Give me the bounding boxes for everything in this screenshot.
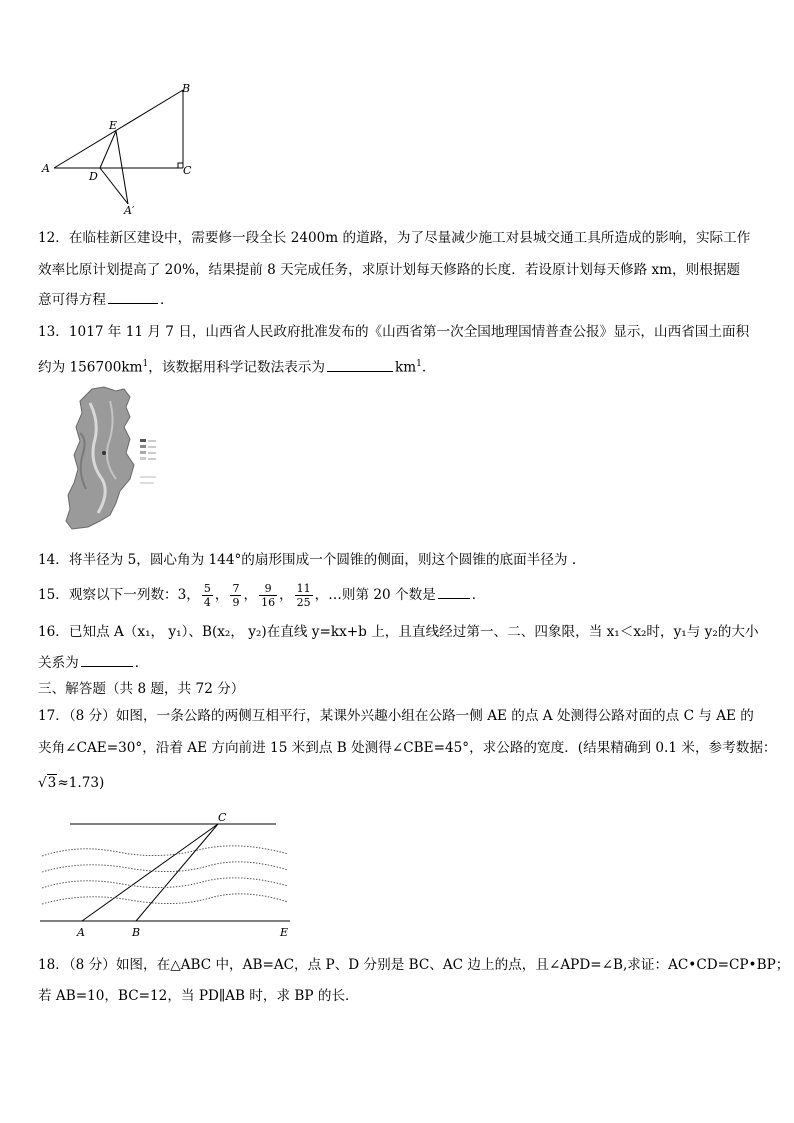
label-d: D (89, 170, 98, 183)
label-e: E (280, 926, 289, 939)
q18-line1: 18．（8 分）如图，在△ABC 中，AB=AC，点 P、D 分别是 BC、AC 边上的点，且∠APD=∠B,求证：AC•CD=CP•BP； (38, 957, 790, 973)
q13-area: 约为 156700km (38, 359, 143, 376)
sqrt-three: √3 (38, 775, 57, 791)
segment-da-prime (100, 168, 128, 204)
label-b: B (132, 926, 141, 939)
q14-line: 14．将半径为 5，圆心角为 144°的扇形围成一个圆锥的侧面，则这个圆锥的底面半径为 . (38, 552, 577, 568)
side-ab (54, 90, 183, 168)
q15-post: ，…则第 20 个数是 (314, 587, 436, 603)
q15-frac-4: $\frac{11}{25}$ (296, 582, 311, 609)
q16-line2 (38, 654, 148, 672)
label-c: C (218, 811, 227, 824)
q13-end: . (421, 359, 427, 376)
line-ac (82, 824, 218, 921)
q12-line2: 效率比原计划提高了 20%，结果提前 8 天完成任务，求原计划每天修路的长度．若设原计划每天修路 xm，则根据题 (38, 262, 741, 278)
q17-line1: 17．（8 分）如图，一条公路的两侧互相平行，某课外兴趣小组在公路一侧 AE 的点 A 处测得公路对面的点 C 与 AE 的 (38, 708, 754, 724)
wave-line-1 (42, 846, 288, 856)
segment-ed (100, 131, 116, 168)
label-a: A (42, 162, 50, 175)
label-b: B (182, 82, 191, 95)
q17-line3-post: ≈1.73) (57, 775, 105, 791)
label-c: C (183, 164, 192, 177)
wave-line-4 (42, 894, 288, 904)
q17-line3 (38, 774, 104, 792)
q13-line2 (38, 355, 426, 377)
q15-pre: 15．观察以下一列数：3， (38, 587, 200, 603)
q13-line1: 13．1017 年 11 月 7 日，山西省人民政府批准发布的《山西省第一次全国地理国情普查公报》显示，山西省国土面积 (38, 324, 750, 340)
label-a-prime: A′ (124, 204, 135, 217)
road-figure (38, 808, 300, 940)
q15-frac-1: $\frac{5}{4}$ (203, 582, 211, 609)
q16-post: ． (134, 655, 149, 671)
answer-blank-q16[interactable] (81, 654, 133, 667)
q13-unit-exp: 1 (416, 359, 422, 369)
q17-line2: 夹角∠CAE=30°，沿着 AE 方向前进 15 米到点 B 处测得∠CBE=45°，求公路的宽度．(结果精确到 0.1 米，参考数据： (38, 740, 777, 756)
q15-frac-2: $\frac{7}{9}$ (232, 582, 240, 609)
q13-prompt: ，该数据用科学记数法表示为 (148, 359, 325, 376)
label-a: A (77, 926, 85, 939)
q12-line3 (38, 291, 174, 309)
q12-line3-post: ． (159, 292, 174, 308)
q18-line2: 若 AB=10，BC=12，当 PD∥AB 时，求 BP 的长． (38, 988, 359, 1004)
shanxi-map-image (60, 383, 162, 535)
q16-line1: 16．已知点 A（x₁， y₁）、B(x₂， y₂)在直线 y=kx+b 上，且直线经过第一、二、四象限，当 x₁＜x₂时，y₁与 y₂的大小 (38, 624, 759, 640)
answer-blank-q13[interactable] (327, 359, 393, 372)
q13-area-exp: 1 (142, 359, 149, 369)
q12-line3-pre: 意可得方程 (38, 292, 106, 308)
answer-blank-q12[interactable] (108, 291, 158, 304)
q13-unit: km (394, 359, 417, 376)
section-heading: 三、解答题（共 8 题，共 72 分） (38, 681, 245, 697)
q12-line1: 12．在临桂新区建设中，需要修一段全长 2400m 的道路，为了尽量减少施工对县城交通工具所造成的影响，实际工作 (38, 230, 751, 246)
triangle-fold-figure (38, 80, 208, 220)
answer-blank-q15[interactable] (438, 586, 470, 599)
q16-pre: 关系为 (38, 655, 79, 671)
q15-line: 15．观察以下一列数：3， $\frac{5}{4}$ ， $\frac{7}{9}$ ， $\frac{9}{16}$ ， $\frac{11}{25}$ ，…则第 20 个数是 ． (38, 582, 486, 609)
label-e: E (109, 119, 118, 132)
q15-frac-3: $\frac{9}{16}$ (261, 582, 276, 609)
q15-end: ． (471, 587, 486, 603)
wave-line-2 (42, 862, 288, 872)
line-bc (136, 824, 218, 921)
